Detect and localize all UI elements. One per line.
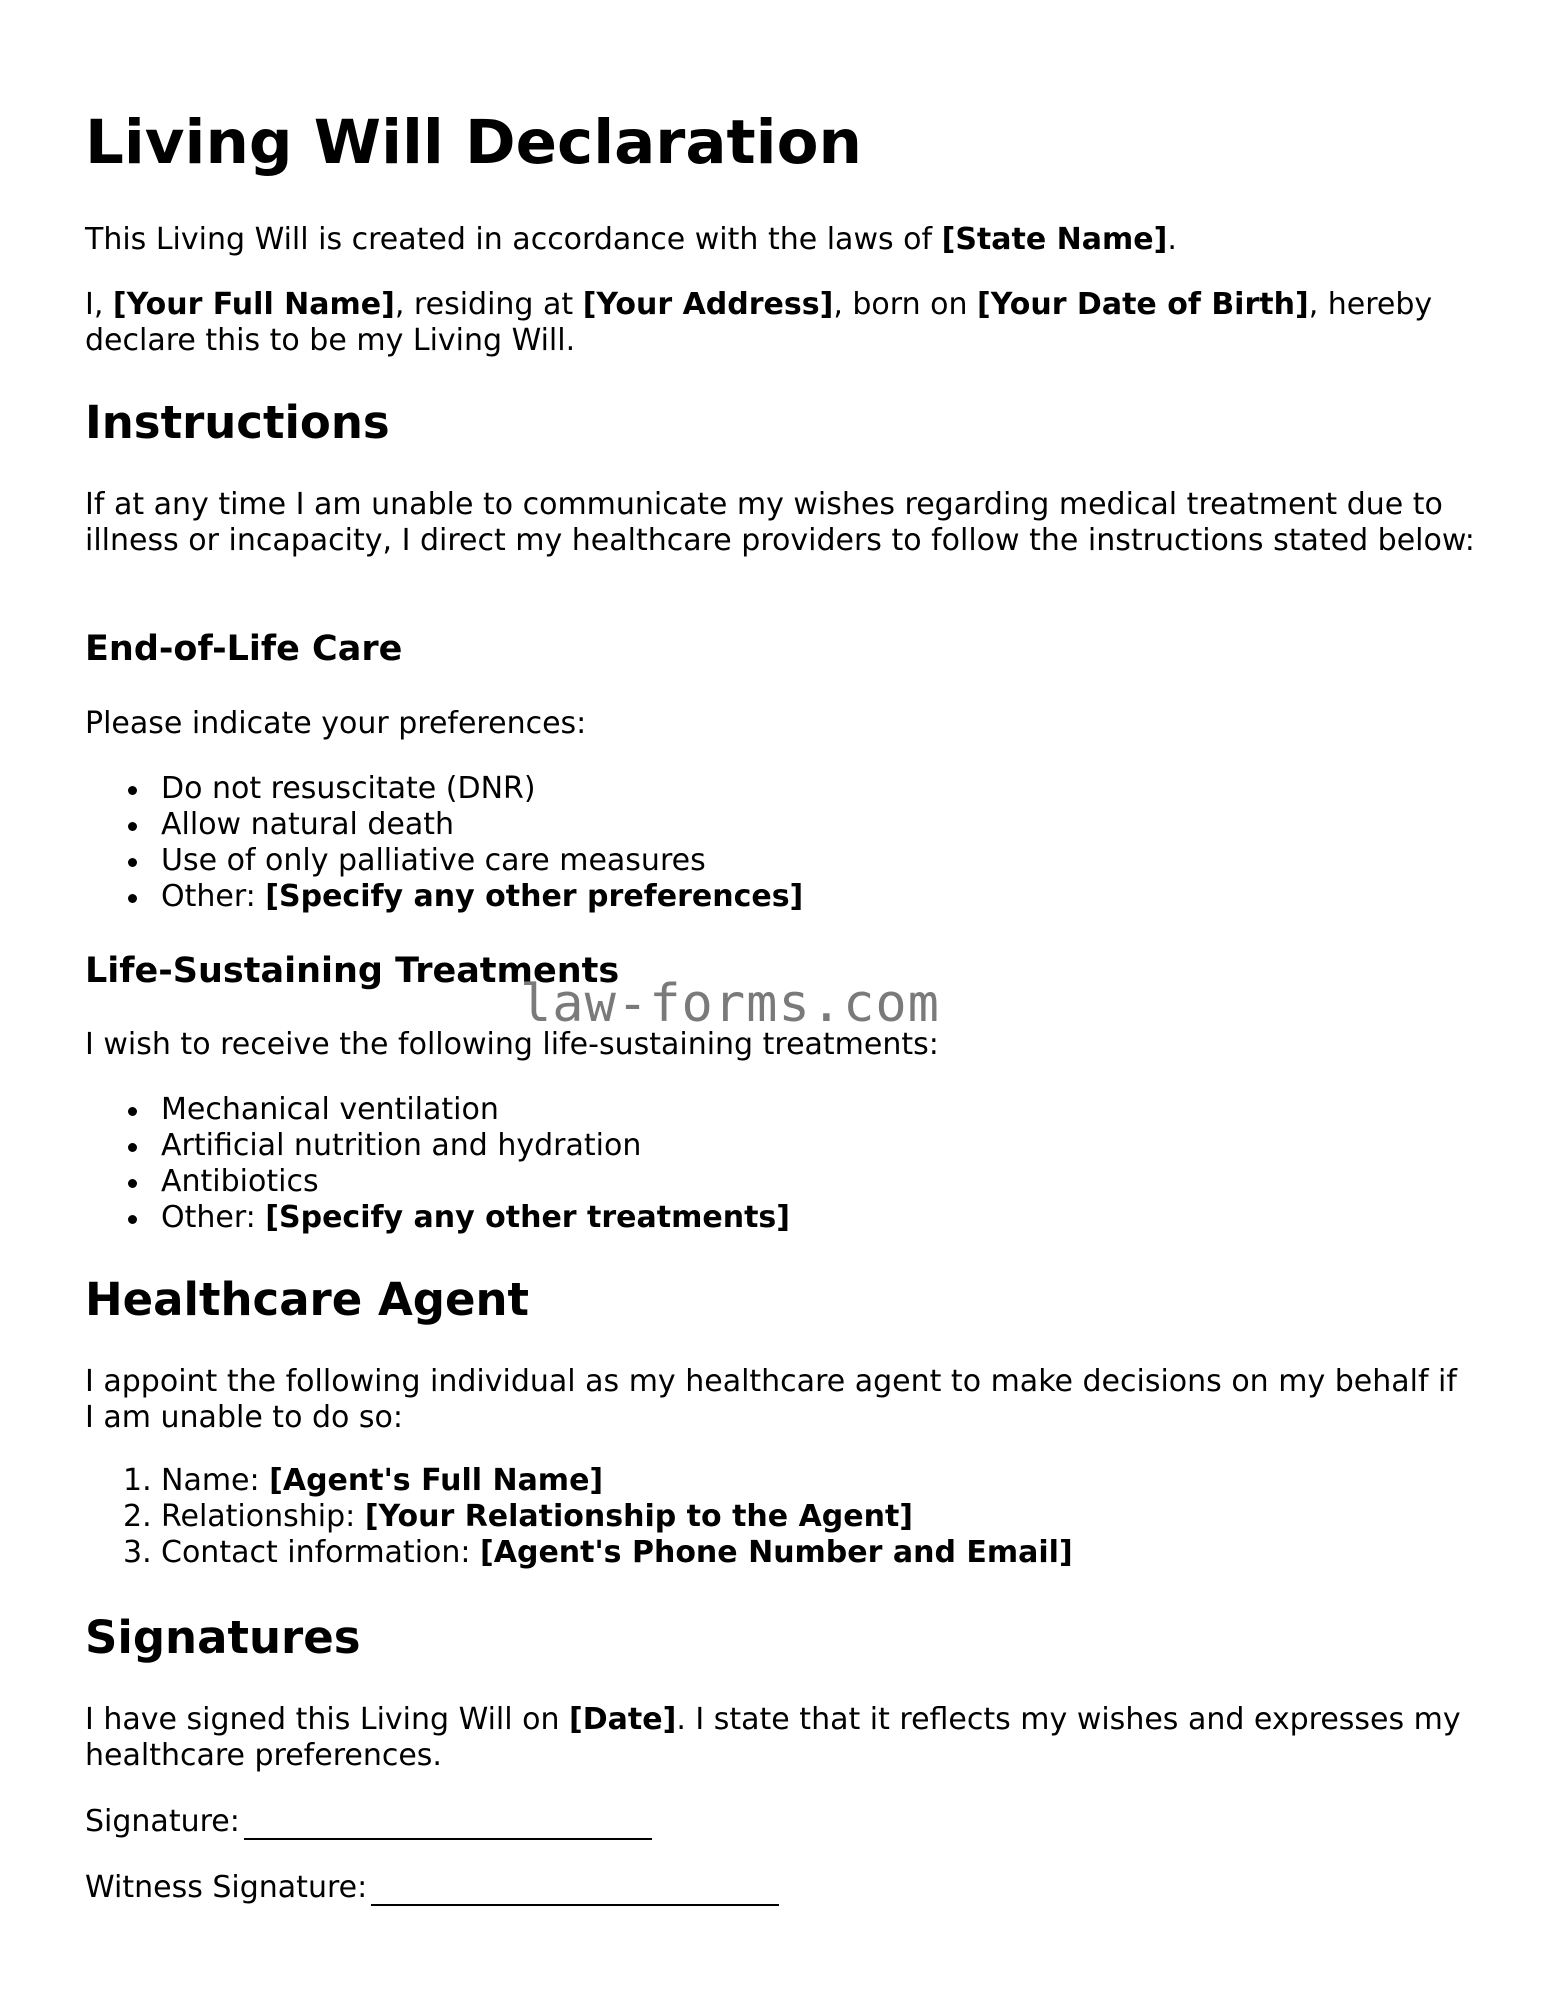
end-of-life-paragraph: Please indicate your preferences:: [85, 706, 587, 741]
life-sustaining-list: [85, 1092, 790, 1236]
dob-placeholder: [Your Date of Birth]: [977, 287, 1309, 322]
list-item: Mechanical ventilation: [85, 1092, 790, 1128]
list-item: 3. Contact information: [Agent's Phone Number and Email]: [123, 1535, 1073, 1570]
state-paragraph: This Living Will is created in accordance with the laws of [State Name].: [85, 222, 1177, 257]
life-sustaining-paragraph: I wish to receive the following life-sustaining treatments:: [85, 1027, 939, 1062]
healthcare-agent-paragraph: I appoint the following individual as my healthcare agent to make decisions on my behalf if I am unable to do so:: [85, 1364, 1457, 1435]
list-item: Other: [Specify any other preferences]: [85, 879, 803, 915]
instructions-heading: Instructions: [85, 396, 390, 449]
watermark-text: law-forms.com: [520, 974, 940, 1034]
signature-field[interactable]: [244, 1808, 652, 1840]
witness-signature-line: Witness Signature:: [85, 1870, 1475, 1906]
agent-name-placeholder: [Agent's Full Name]: [269, 1463, 604, 1498]
list-item: 1. Name: [Agent's Full Name]: [123, 1463, 604, 1498]
list-item: Other: [Specify any other treatments]: [85, 1200, 790, 1236]
instructions-paragraph: If at any time I am unable to communicate my wishes regarding medical treatment due to illness or incapacity, I direct my healthcare providers to follow the instructions stated below:: [85, 487, 1475, 558]
list-item: Artificial nutrition and hydration: [85, 1128, 790, 1164]
state-name-placeholder: [State Name]: [941, 222, 1168, 257]
agent-contact-placeholder: [Agent's Phone Number and Email]: [480, 1535, 1073, 1570]
list-item: Antibiotics: [85, 1164, 790, 1200]
other-treatments-placeholder: [Specify any other treatments]: [265, 1200, 790, 1235]
list-item: Use of only palliative care measures: [85, 843, 803, 879]
signatures-paragraph: I have signed this Living Will on [Date]. I state that it reflects my wishes and expresses my healthcare preferences.: [85, 1702, 1461, 1773]
signatures-heading: Signatures: [85, 1611, 361, 1664]
list-item: 2. Relationship: [Your Relationship to the Agent]: [123, 1499, 914, 1534]
end-of-life-heading: End-of-Life Care: [85, 629, 403, 669]
agent-relationship-placeholder: [Your Relationship to the Agent]: [364, 1499, 914, 1534]
address-placeholder: [Your Address]: [582, 287, 834, 322]
other-preferences-placeholder: [Specify any other preferences]: [265, 879, 804, 914]
witness-signature-field[interactable]: [371, 1874, 779, 1906]
healthcare-agent-heading: Healthcare Agent: [85, 1273, 530, 1326]
end-of-life-list: [85, 771, 803, 915]
full-name-placeholder: [Your Full Name]: [112, 287, 395, 322]
life-sustaining-heading: Life-Sustaining Treatments: [85, 951, 620, 991]
signature-line: Signature:: [85, 1804, 1475, 1840]
date-placeholder: [Date]: [569, 1702, 677, 1737]
list-item: Allow natural death: [85, 807, 803, 843]
document-title: Living Will Declaration: [85, 107, 862, 178]
declaration-paragraph: I, [Your Full Name], residing at [Your Address], born on [Your Date of Birth], hereby declare this to be my Living Will.: [85, 287, 1433, 358]
list-item: Do not resuscitate (DNR): [85, 771, 803, 807]
healthcare-agent-list: [85, 1463, 1073, 1571]
